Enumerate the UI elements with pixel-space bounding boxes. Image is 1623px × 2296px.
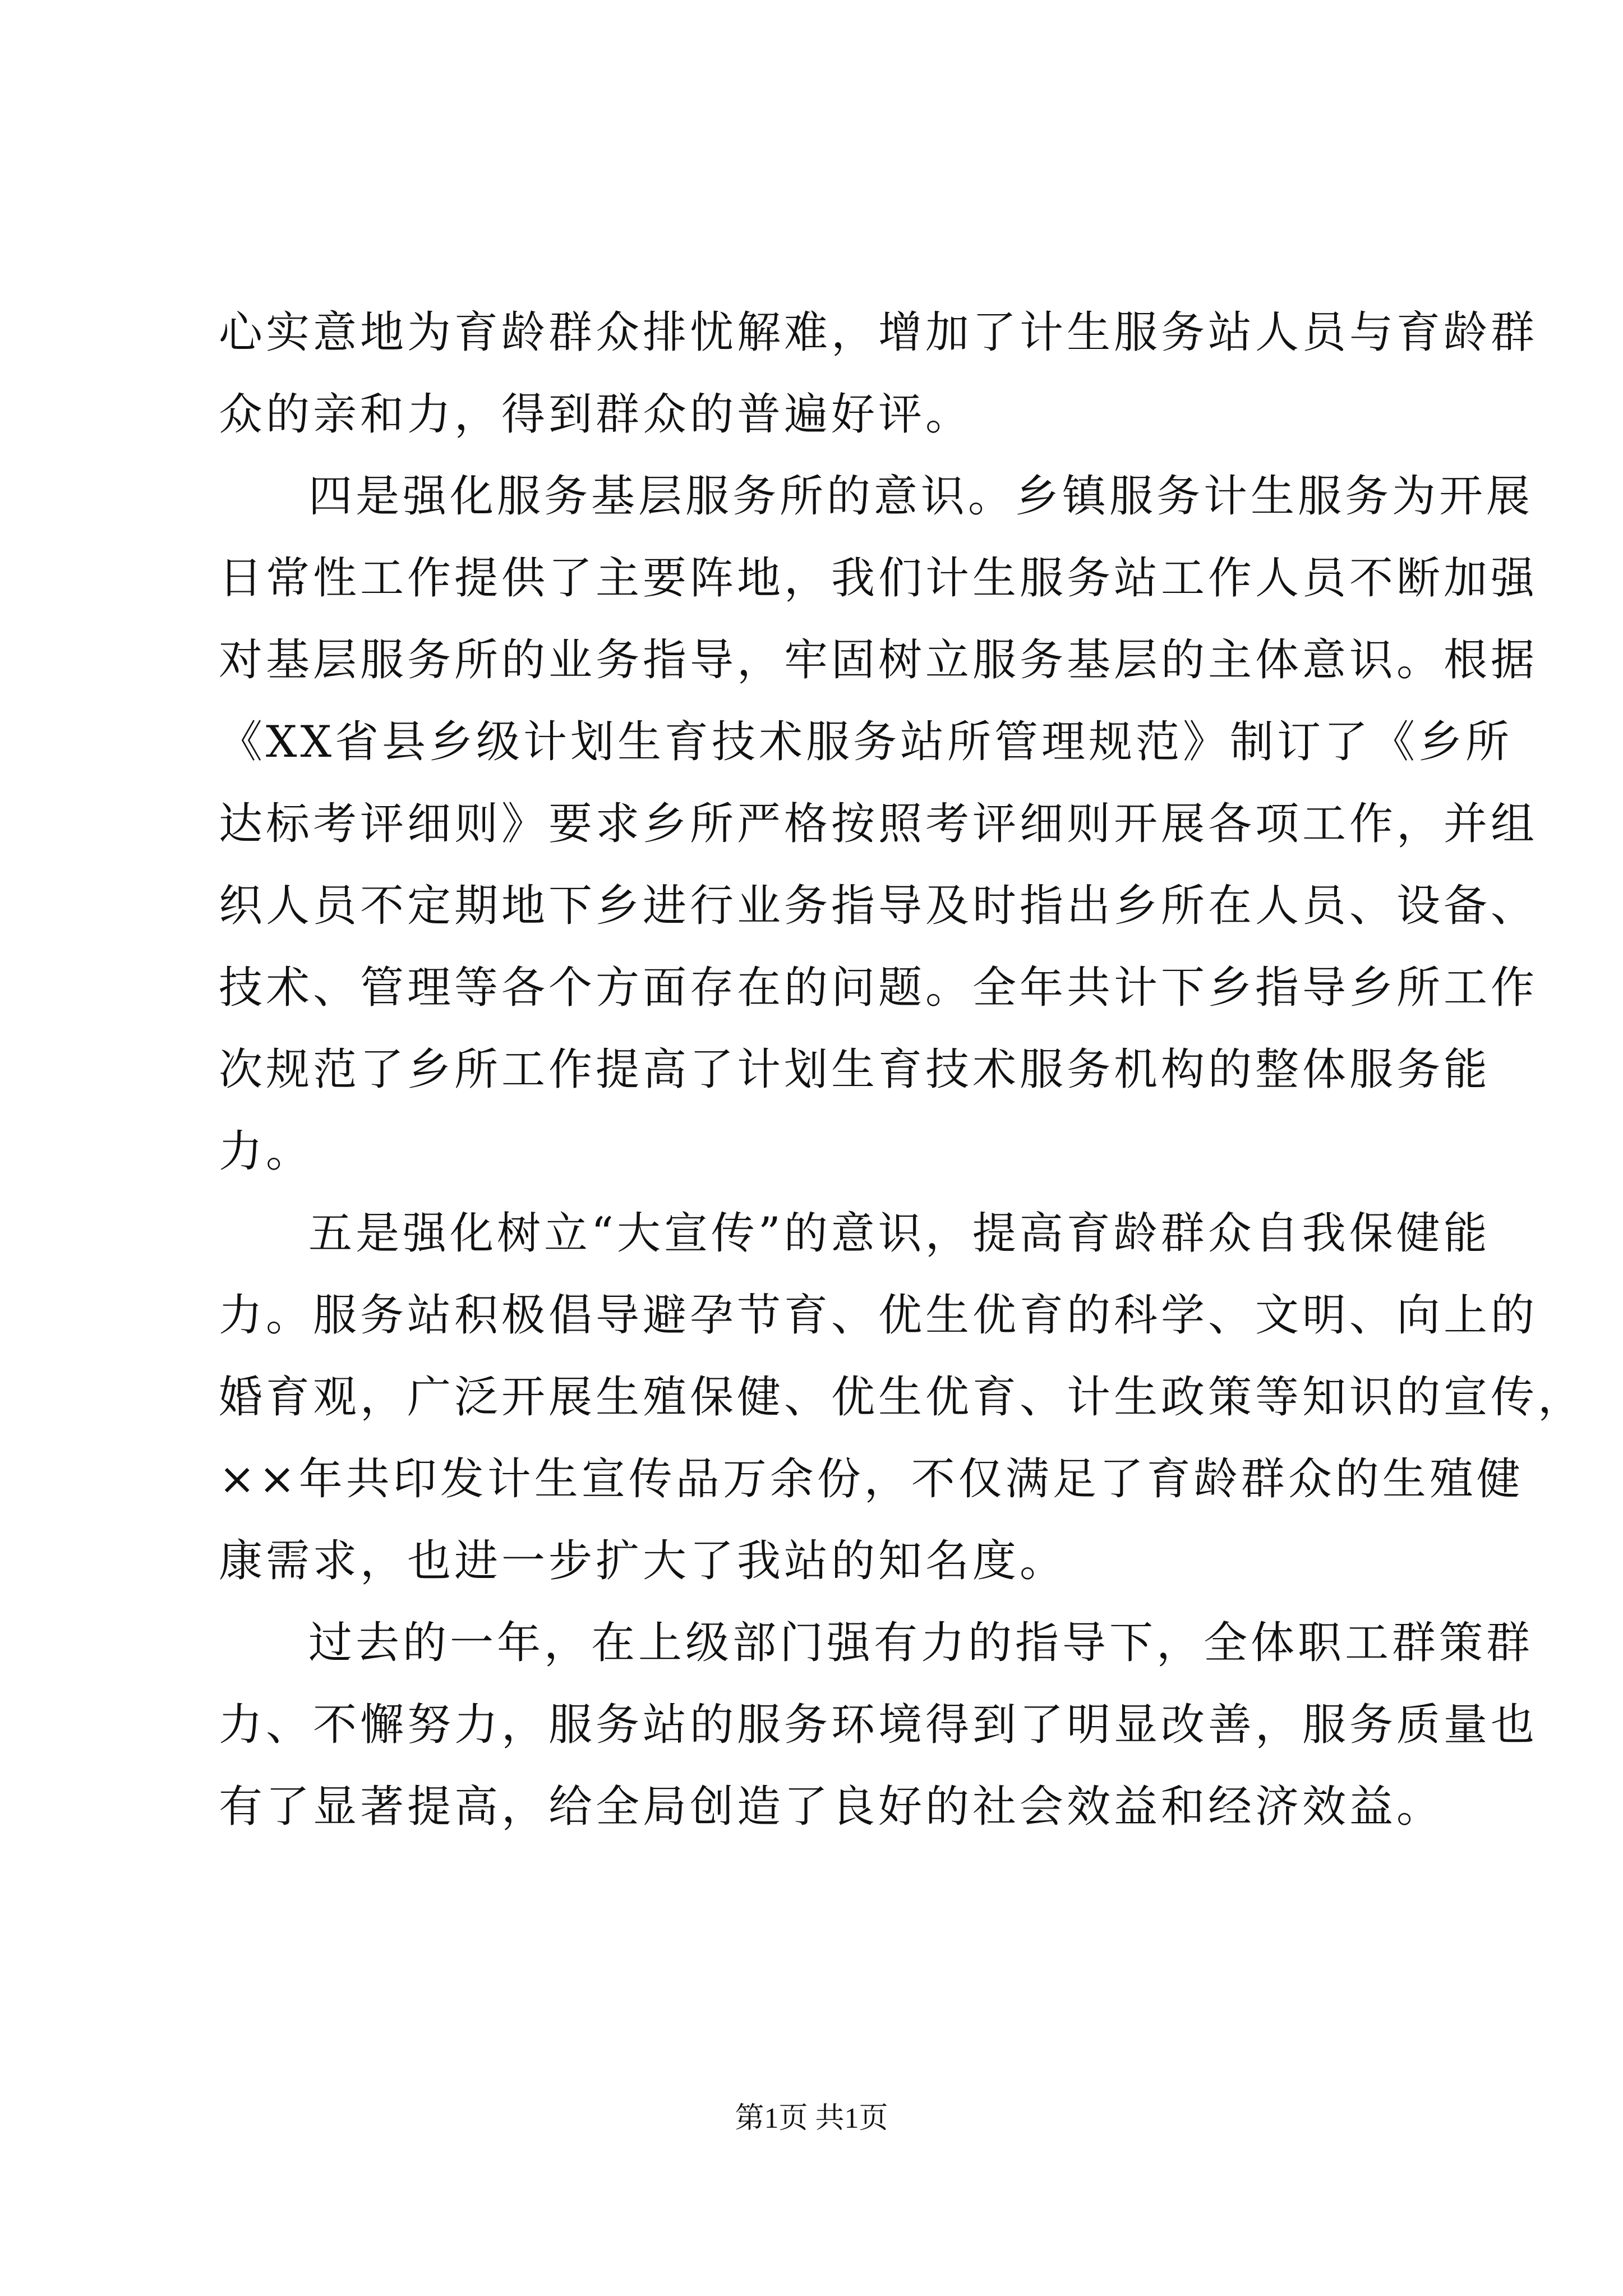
text-line: 康需求，也进一步扩大了我站的知名度。 <box>219 1536 1067 1586</box>
text-line: 婚育观，广泛开展生殖保健、优生优育、计生政策等知识的宣传， <box>219 1372 1585 1423</box>
text-line: 有了显著提高，给全局创造了良好的社会效益和经济效益。 <box>219 1782 1444 1832</box>
paragraph <box>219 1602 1538 1848</box>
paragraph <box>219 455 1538 1193</box>
text-line: 过去的一年，在上级部门强有力的指导下，全体职工群策群 <box>308 1618 1534 1668</box>
page-footer: 第1页 共1页 <box>735 2102 888 2134</box>
text-line: 技术、管理等各个方面存在的问题。全年共计下乡指导乡所工作 <box>219 963 1538 1013</box>
text-line: ××年共印发计生宣传品万余份，不仅满足了育龄群众的生殖健 <box>219 1454 1524 1504</box>
text-line: 《XX省县乡级计划生育技术服务站所管理规范》制订了《乡所 <box>219 717 1513 767</box>
text-line: 日常性工作提供了主要阵地，我们计生服务站工作人员不断加强 <box>219 553 1538 604</box>
text-line: 心实意地为育龄群众排忧解难，增加了计生服务站人员与育龄群 <box>219 307 1538 358</box>
text-line: 五是强化树立“大宣传”的意识，提高育龄群众自我保健能 <box>308 1208 1491 1259</box>
text-line: 力、不懈努力，服务站的服务环境得到了明显改善，服务质量也 <box>219 1700 1538 1750</box>
text-line: 次规范了乡所工作提高了计划生育技术服务机构的整体服务能 <box>219 1045 1491 1095</box>
text-line: 力。 <box>219 1126 313 1177</box>
text-line: 力。服务站积极倡导避孕节育、优生优育的科学、文明、向上的 <box>219 1290 1538 1341</box>
paragraph <box>219 292 1538 455</box>
text-line: 织人员不定期地下乡进行业务指导及时指出乡所在人员、设备、 <box>219 881 1538 931</box>
paragraph <box>219 1193 1585 1602</box>
text-line: 对基层服务所的业务指导，牢固树立服务基层的主体意识。根据 <box>219 635 1538 685</box>
text-line: 四是强化服务基层服务所的意识。乡镇服务计生服务为开展 <box>308 471 1534 522</box>
text-line: 众的亲和力，得到群众的普遍好评。 <box>219 389 973 440</box>
text-line: 达标考评细则》要求乡所严格按照考评细则开展各项工作，并组 <box>219 799 1538 849</box>
document-body <box>219 292 1585 1848</box>
